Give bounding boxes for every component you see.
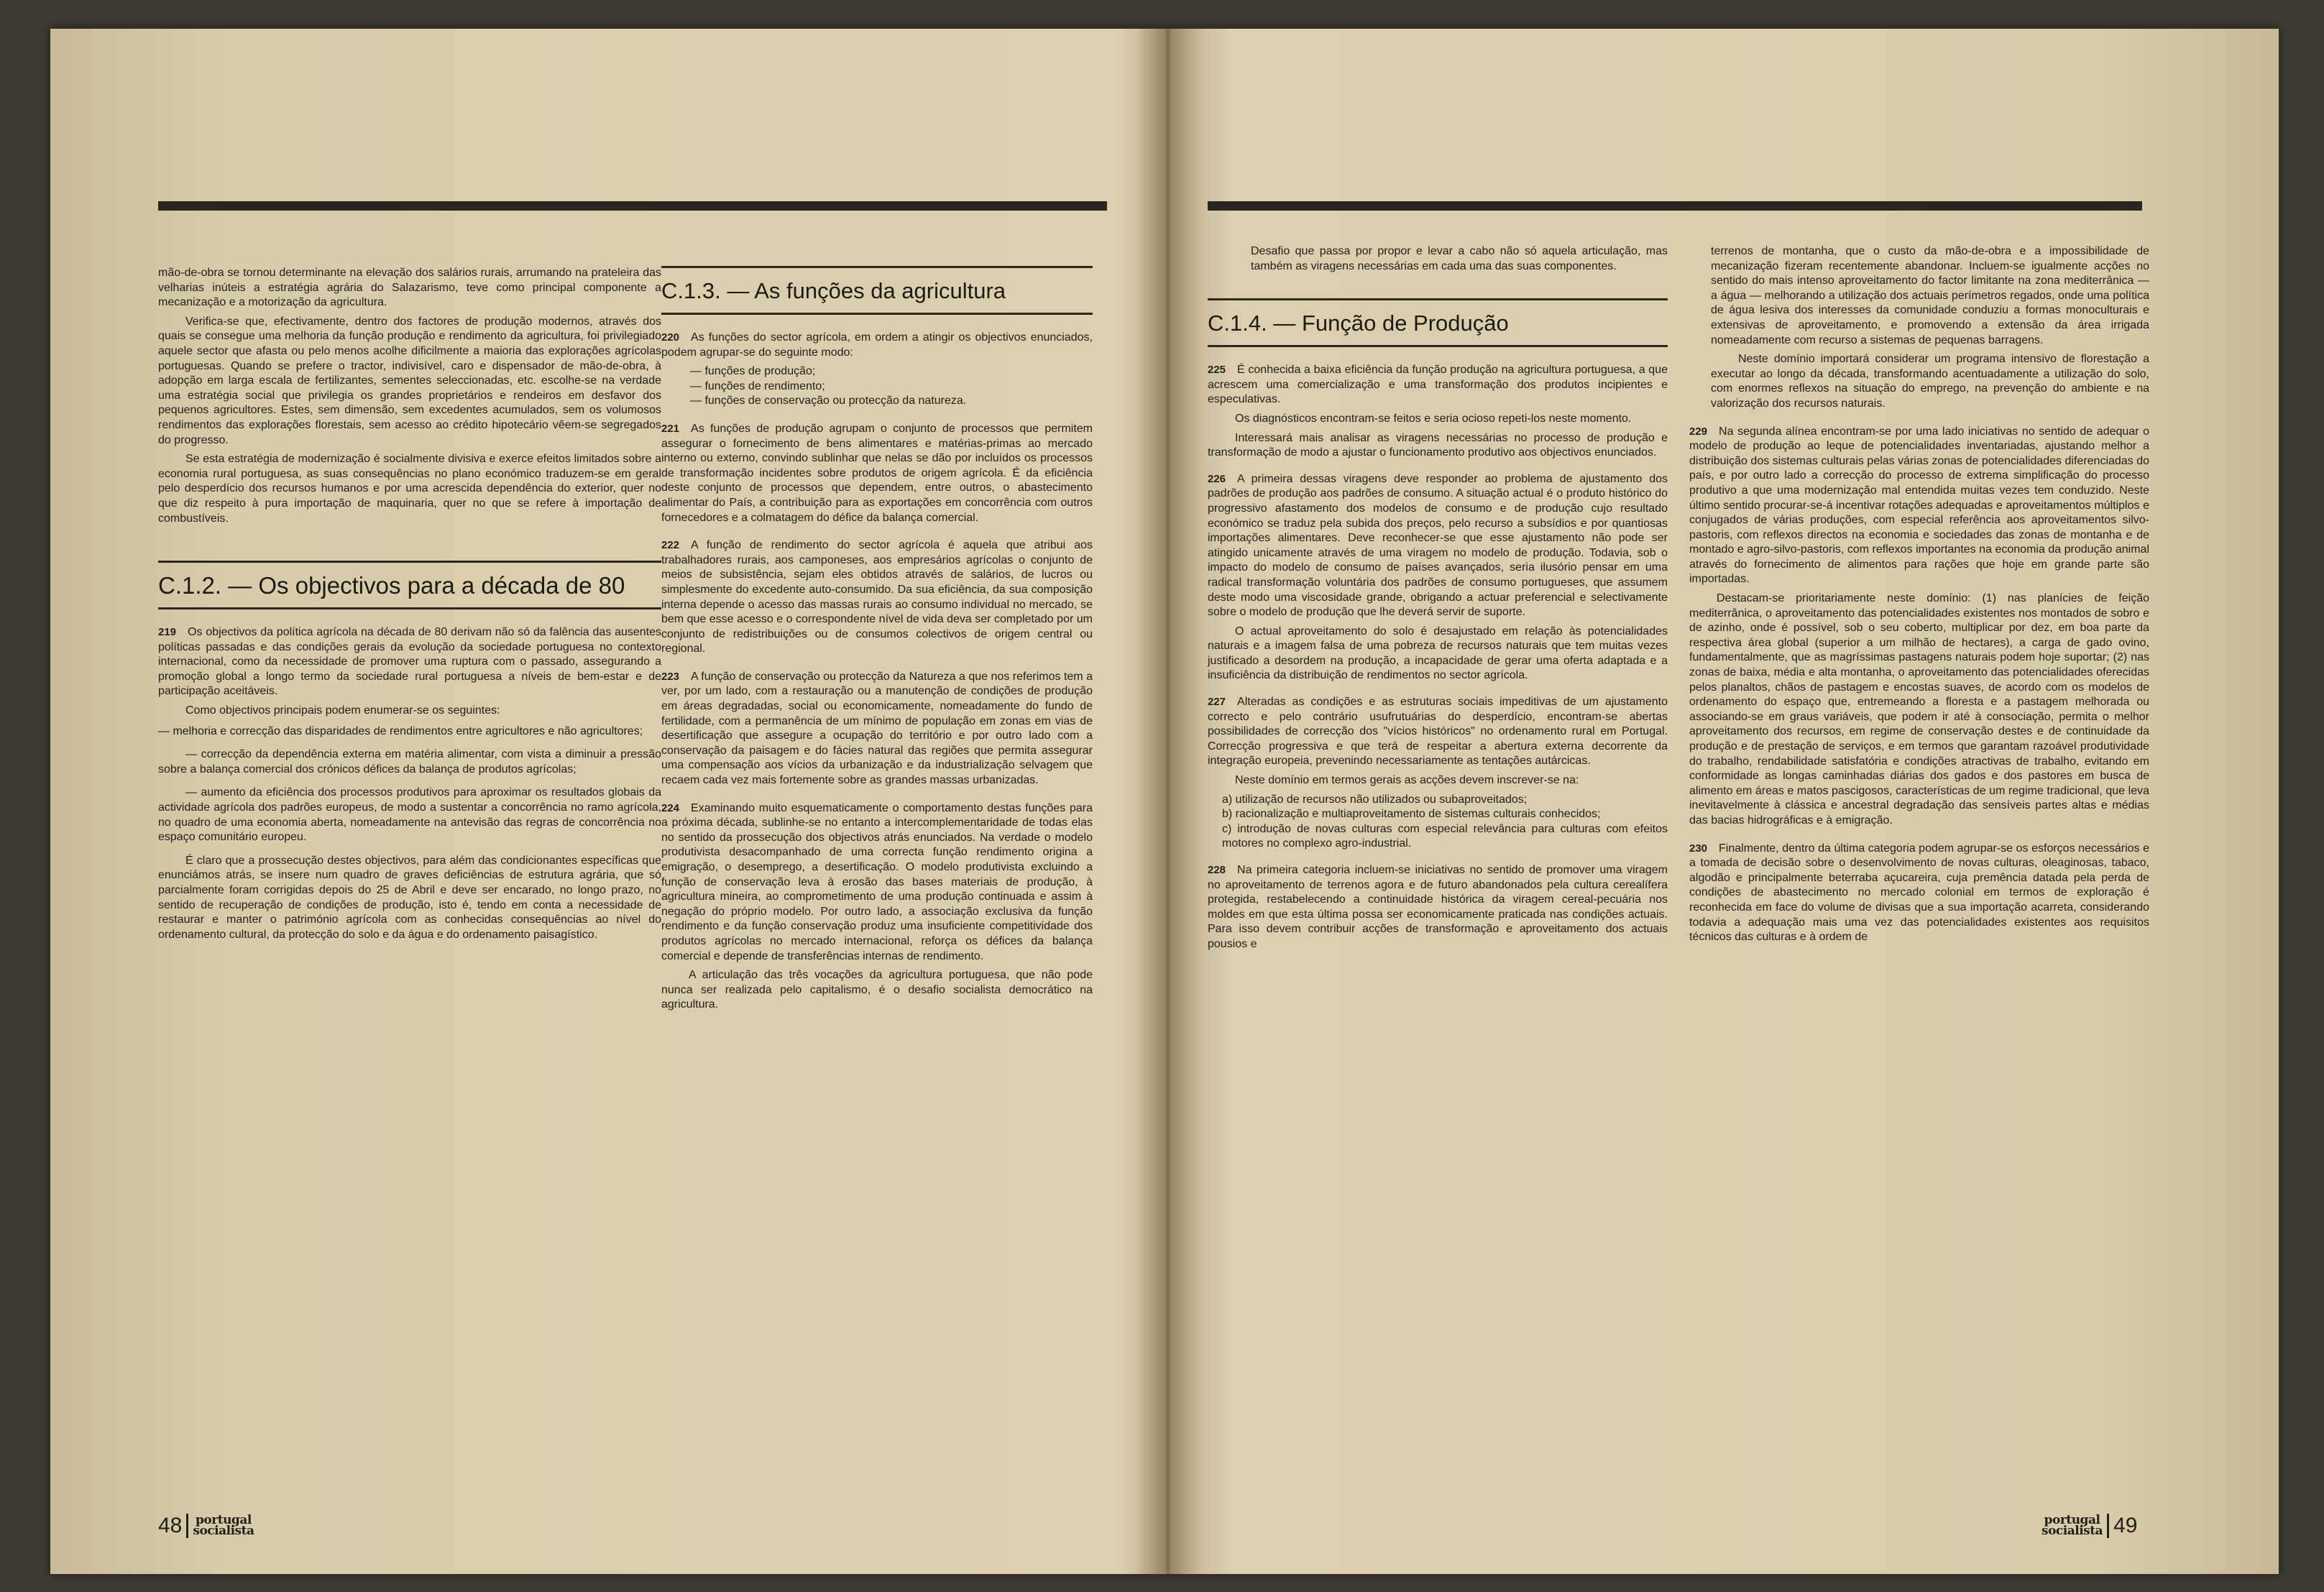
footer-separator xyxy=(2107,1514,2109,1538)
numbered-paragraph-220: 220 As funções do sector agrícola, em ordem a atingir os objectivos enunciados, podem agrupar-se do seguinte modo: xyxy=(661,331,1093,359)
magazine-logo: portugal socialista xyxy=(2041,1513,2103,1538)
paragraph: Se esta estratégia de modernização é socialmente divisiva e exerce efeitos limitados sobre a economia rural portuguesa, as suas consequências no plano económico traduzem-se em geral pelo desperdício dos recursos humanos e por uma acrescida dependência do exterior, quer no que diz respeito à pura importação de maquinaria, quer no que se refere à importação de combustíveis. xyxy=(158,453,661,525)
paragraph: mão-de-obra se tornou determinante na elevação dos salários rurais, arrumando na prateleira das velharias inúteis a estratégia agrária do Salazarismo, teve como principal componente a mecanização e a motorização da agricultura. xyxy=(158,267,661,309)
numbered-paragraph-226: 226 A primeira dessas viragens deve responder ao problema de ajustamento dos padrões de produção aos padrões de consumo. A situação actual é o produto histórico do progressivo afastamento dos modelos de consumo e de produção cujo resultado económico se traduz pela subida dos preços, pelo recurso a subsídios e por quantiosas importações alimentares. Deve reconhecer-se que esse ajustamento não pode ser atingido unicamente através de uma viragem no modelo de produção. Todavia, sob o impacto do modelo de consumo de países avançados, seria ilusório pensar em uma radical transformação voluntária dos padrões de consumo portugueses, que assumem deste modo uma viscosidade grande, obrigando a actuar preferencial e selectivamente sobre o modelo de produção que lhe deverá servir de suporte. xyxy=(1208,472,1668,619)
paragraph: A articulação das três vocações da agricultura portuguesa, que não pode nunca ser realizada pelo capitalismo, é o desafio socialista democrático na agricultura. xyxy=(661,969,1093,1011)
paragraph: Os diagnósticos encontram-se feitos e seria ocioso repeti-los neste momento. xyxy=(1235,412,1632,425)
paragraph: É claro que a prossecução destes objectivos, para além das condicionantes específicas que enunciámos atrás, se insere num quadro de graves deficiências de estrutura agrária, que só parcialmente foram corrigidas depois do 25 de Abril e deve ser encarado, no longo prazo, no sentido de recuperação de condições de produção, isto é, tendo em conta a necessidade de restaurar e manter o património agrícola com as conhecidas consequências ao nível do ordenamento cultural, da protecção do solo e da água e do ordenamento paisagístico. xyxy=(158,854,661,941)
section-title: As funções da agricultura xyxy=(754,278,1006,303)
numbered-paragraph-219: 219 Os objectivos da política agrícola na década de 80 derivam não só da falência das ausentes políticas passadas e das condições gerais da evolução da sociedade portuguesa no contexto internacional, como da necessidade de promover uma ruptura com o passado, assegurando a promoção global a longo termo da sociedade rural portuguesa a níveis de bem-estar e de participação aceitáveis. xyxy=(158,626,661,698)
section-title: Os objectivos para a década de 80 xyxy=(258,572,625,599)
paragraph: Como objectivos principais podem enumerar-se os seguintes: xyxy=(185,704,500,717)
right-page xyxy=(1179,29,2279,1574)
right-footer xyxy=(2041,1514,2137,1538)
right-header-rule xyxy=(1208,201,2142,211)
list-item: — funções de conservação ou protecção da natureza. xyxy=(690,395,967,408)
right-column-2 xyxy=(1689,244,2149,949)
numbered-paragraph-221: 221 As funções de produção agrupam o conjunto de processos que permitem assegurar o fornecimento de bens alimentares e matérias-primas ao mercado interno ou externo, convindo sublinhar que nelas se dão por incluídos os processos de transformação incidentes sobre produtos de origem agrícola. É da eficiência deste conjunto de processos que dependem, entre outros, o abastecimento alimentar do País, a contribuição para as exportações em concorrência com outros fornecedores e a colmatagem do défice da balança comercial. xyxy=(661,422,1093,524)
section-heading-c13 xyxy=(661,266,1093,315)
paragraph: O actual aproveitamento do solo é desajustado em relação às potencialidades naturais e a imagem falsa de uma pobreza de recursos naturais que tem muitas vezes justificado a desordem na produção, a incapacidade de gerar uma oferta adaptada e a insuficiência da distribuição de rendimentos no sector agrícola. xyxy=(1208,625,1668,682)
list-item: b) racionalização e multiaproveitamento de sistemas culturais conhecidos; xyxy=(1222,808,1601,821)
left-page xyxy=(50,29,1150,1574)
list-item: c) introdução de novas culturas com especial relevância para culturas com efeitos motores no complexo agro-industrial. xyxy=(1222,822,1668,850)
section-code: C.1.3. — xyxy=(661,278,750,303)
paragraph: Neste domínio importará considerar um programa intensivo de florestação a executar ao longo da década, transformando acentuadamente a utilização do solo, com enormes reflexos na situação do emprego, na prevenção do ambiente e na valorização dos recursos naturais. xyxy=(1711,353,2149,410)
objective-item: — correcção da dependência externa em matéria alimentar, com vista a diminuir a pressão sobre a balança comercial dos crónicos défices da balança de produtos agrícolas; xyxy=(158,748,661,776)
section-code: C.1.4. — xyxy=(1208,310,1296,336)
page-number: 49 xyxy=(2113,1514,2138,1537)
numbered-paragraph-222: 222 A função de rendimento do sector agrícola é aquela que atribui aos trabalhadores rurais, aos camponeses, aos empresários agrícolas o conjunto de meios de subsistência, sejam eles obtidos através de salários, de lucros ou simplesmente do excedente auto-consumido. Da sua eficiência, da sua composição interna depende o acesso das massas rurais ao consumo individual no mercado, se bem que esse acesso e o correspondente nível de vida deva ser completado por um conjunto de redistribuições ou de consumos colectivos de origem central ou regional. xyxy=(661,539,1093,655)
paragraph: terrenos de montanha, que o custo da mão-de-obra e a impossibilidade de mecanização fizeram recentemente abandonar. Incluem-se igualmente acções no sentido do mais intenso aproveitamento do factor limitante na zona mediterrânica — a água — melhorando a utilização dos actuais perímetros regados, onde uma política de água lesiva dos interesses da comunidade conduziu a formas monoculturais e extensivas de aproveitamento, e promovendo a extensão da área irrigada nomeadamente com recurso a sistemas de pequenas barragens. xyxy=(1711,245,2149,346)
paragraph: Desafio que passa por propor e levar a cabo não só aquela articulação, mas também as viragens necessárias em cada uma das suas componentes. xyxy=(1251,245,1668,272)
left-footer xyxy=(158,1514,254,1538)
page-number: 48 xyxy=(158,1514,183,1537)
paragraph: Neste domínio em termos gerais as acções devem inscrever-se na: xyxy=(1235,774,1579,787)
left-column-1 xyxy=(158,266,661,947)
left-header-rule xyxy=(158,201,1107,211)
list-item: — funções de rendimento; xyxy=(690,379,825,392)
right-column-1 xyxy=(1208,244,1668,957)
section-code: C.1.2. — xyxy=(158,572,252,599)
objective-item: — melhoria e correcção das disparidades de rendimentos entre agricultores e não agricultores; xyxy=(158,724,643,737)
numbered-paragraph-228: 228 Na primeira categoria incluem-se iniciativas no sentido de promover uma viragem no aproveitamento de terrenos agora e de futuro abandonados pela cultura cerealífera protegida, restabelecendo a continuidade histórica da viragem cereal-pecuária nos moldes em que esta última possa ser economicamente praticada nas condições actuais. Para isso devem contribuir acções de transformação e aproveitamento dos actuais pousios e xyxy=(1208,864,1668,950)
functions-list xyxy=(661,364,1093,409)
paragraph: Interessará mais analisar as viragens necessárias no processo de produção e transformação de modo a ajustar o funcionamento produtivo aos objectivos enunciados. xyxy=(1208,431,1668,459)
paragraph: Verifica-se que, efectivamente, dentro dos factores de produção modernos, através dos quais se consegue uma melhoria da função produção e rendimento da agricultura, foi privilegiado aquele sector que afasta ou pelo menos acolhe dificilmente a maioria das explorações agrícolas portuguesas. Quando se prefere o tractor, indivisível, caro e dispensador de mão-de-obra, à adopção em larga escala de fertilizantes, sementes seleccionadas, etc. escolhe-se na verdade uma estratégia social que privilegia os grandes proprietários e rendeiros em desfavor dos pequenos agricultores. Estes, sem dimensão, sem excedentes acumulados, sem os volumosos rendimentos das explorações florestais, sem acesso ao crédito hipotecário vêem-se segregados do progresso. xyxy=(158,315,661,446)
paragraph-number: 219 xyxy=(158,626,177,639)
numbered-paragraph-229: 229 Na segunda alínea encontram-se por uma lado iniciativas no sentido de adequar o modelo de produção ao leque de potencialidades inventariadas, ajustando melhor a distribuição dos sistemas culturais pelas várias zonas de potencialidades diferenciadas do país, e por outro lado a correcção do processo de extrema simplificação do processo produtivo a que uma modernização mal entendida muitas vezes tem conduzido. Neste último sentido procurar-se-á incentivar rotações adequadas e aproveitamentos múltiplos e conjugados de várias produções, com especial referência aos aproveitamentos silvo-pastoris, com reflexos directos na economia e sociedades das zonas de montanha e de montado e agro-silvo-pastoris, com reflexos importantes na economia da produção animal através do fornecimento de alimentos para rações que hoje em grande parte são importadas. xyxy=(1689,425,2149,586)
numbered-paragraph-225: 225 É conhecida a baixa eficiência da função produção na agricultura portuguesa, a que acrescem uma comercialização e uma transformação dos produtos incipientes e especulativas. xyxy=(1208,364,1668,406)
footer-separator xyxy=(186,1514,188,1538)
section-heading-c14 xyxy=(1208,298,1668,347)
section-heading-c12 xyxy=(158,561,661,609)
numbered-paragraph-227: 227 Alteradas as condições e as estruturas sociais impeditivas de um ajustamento correcto e pelo contrário usufrutuárias do desperdício, encontram-se abertas possibilidades de correcção dos "vícios históricos" no ordenamento rural em Portugal. Correcção progressiva e que terá de respeitar a abertura externa decorrente da integração europeia, prevenindo necessariamente as tentações autárcicas. xyxy=(1208,696,1668,768)
magazine-logo: portugal socialista xyxy=(193,1513,254,1538)
numbered-paragraph-223: 223 A função de conservação ou protecção da Natureza a que nos referimos tem a ver, por um lado, com a restauração ou a manutenção de condições de produção em áreas degradadas, social ou economicamente, nomeadamente do fundo de fertilidade, com a permanência de um mínimo de população em zonas em vias de desertificação que assegure a ocupação do território e por outro lado com a conservação da paisagem e do fácies natural das regiões que permita assegurar uma compensação aos vícios da urbanização e da industrialização selvagem que recaem cada vez mais fortemente sobre as grandes massas urbanizadas. xyxy=(661,670,1093,787)
objective-item: — aumento da eficiência dos processos produtivos para aproximar os resultados globais da actividade agrícola dos padrões europeus, de modo a sustentar a concorrência no ramo agrícola, no quadro de uma economia aberta, nomeadamente na antevisão das regras de concorrência no espaço comunitário europeu. xyxy=(158,786,661,844)
numbered-paragraph-230: 230 Finalmente, dentro da última categoria podem agrupar-se os esforços necessários e a tomada de decisão sobre o desenvolvimento de novas culturas, oleaginosas, tabaco, algodão e principalmente beterraba açucareira, cuja premência datada pela perda de condições de abastecimento no mercado colonial em termos de exploração é reconhecida em face do volume de divisas que a sua importação acarreta, considerando todavia a adequação mais uma vez das potencialidades existentes aos requisitos técnicos das culturas e à ordem de xyxy=(1689,842,2149,944)
section-title: Função de Produção xyxy=(1301,310,1509,336)
numbered-paragraph-224: 224 Examinando muito esquematicamente o comportamento destas funções para a próxima década, sublinhe-se no entanto a intercomplementaridade de todas elas no sentido da prossecução dos objectivos atrás enunciados. Na verdade o modelo produtivista desacompanhado de uma correcta função rendimento origina a emigração, o desemprego, a desertificação. O modelo produtivista excluindo a função de conservação leva à erosão das bases materiais de produção, à agricultura mineira, ao comprometimento de uma produção continuada e assim à negação do próprio modelo. Por outro lado, a associação exclusiva da função rendimento e da função conservação produz uma insuficiente competitividade dos produtos agrícolas no mercado internacional, reforça os défices da balança comercial e depende de transferências internas de rendimento. xyxy=(661,801,1093,962)
paragraph: Destacam-se prioritariamente neste domínio: (1) nas planícies de feição mediterrânica, o aproveitamento das potencialidades existentes nos montados de sobro e de azinho, onde é possível, sob o seu coberto, multiplicar por dez, em boa parte da respectiva área global (superior a um milhão de hectares), a carga de gado ovino, fundamentalmente, que as magríssimas pastagens naturais podem hoje suportar; (2) nas zonas de baixa, média e alta montanha, o aproveitamento das potencialidades oferecidas pelos planaltos, chãos de pastagem e encostas suaves, de acordo com os modelos de ordenamento do espaço que, entremeando a floresta e a pastagem melhorada ou associando-se em graus variáveis, que podem ir até à consociação, permita o melhor aproveitamento dos recursos, em regime de conservação destes e de continuidade da produção e de prestação de serviços, e em termos que garantam razoável produtividade do trabalho, rendabilidade satisfatória e condições atractivas de trabalho, evitando em conformidade as longas caminhadas diárias dos gados e dos pastores em busca de alimento em áreas e matos pascigosos, características de um regime tradicional, que leva inevitavelmente à clássica e ancestral degradação das sensíveis partes altas e médias das bacias hidrográficas e à emigração. xyxy=(1689,592,2149,827)
left-column-2 xyxy=(661,244,1093,1017)
actions-list xyxy=(1208,793,1668,852)
list-item: a) utilização de recursos não utilizados ou subaproveitados; xyxy=(1222,793,1528,806)
list-item: — funções de produção; xyxy=(690,365,816,378)
magazine-spread xyxy=(50,29,2279,1574)
